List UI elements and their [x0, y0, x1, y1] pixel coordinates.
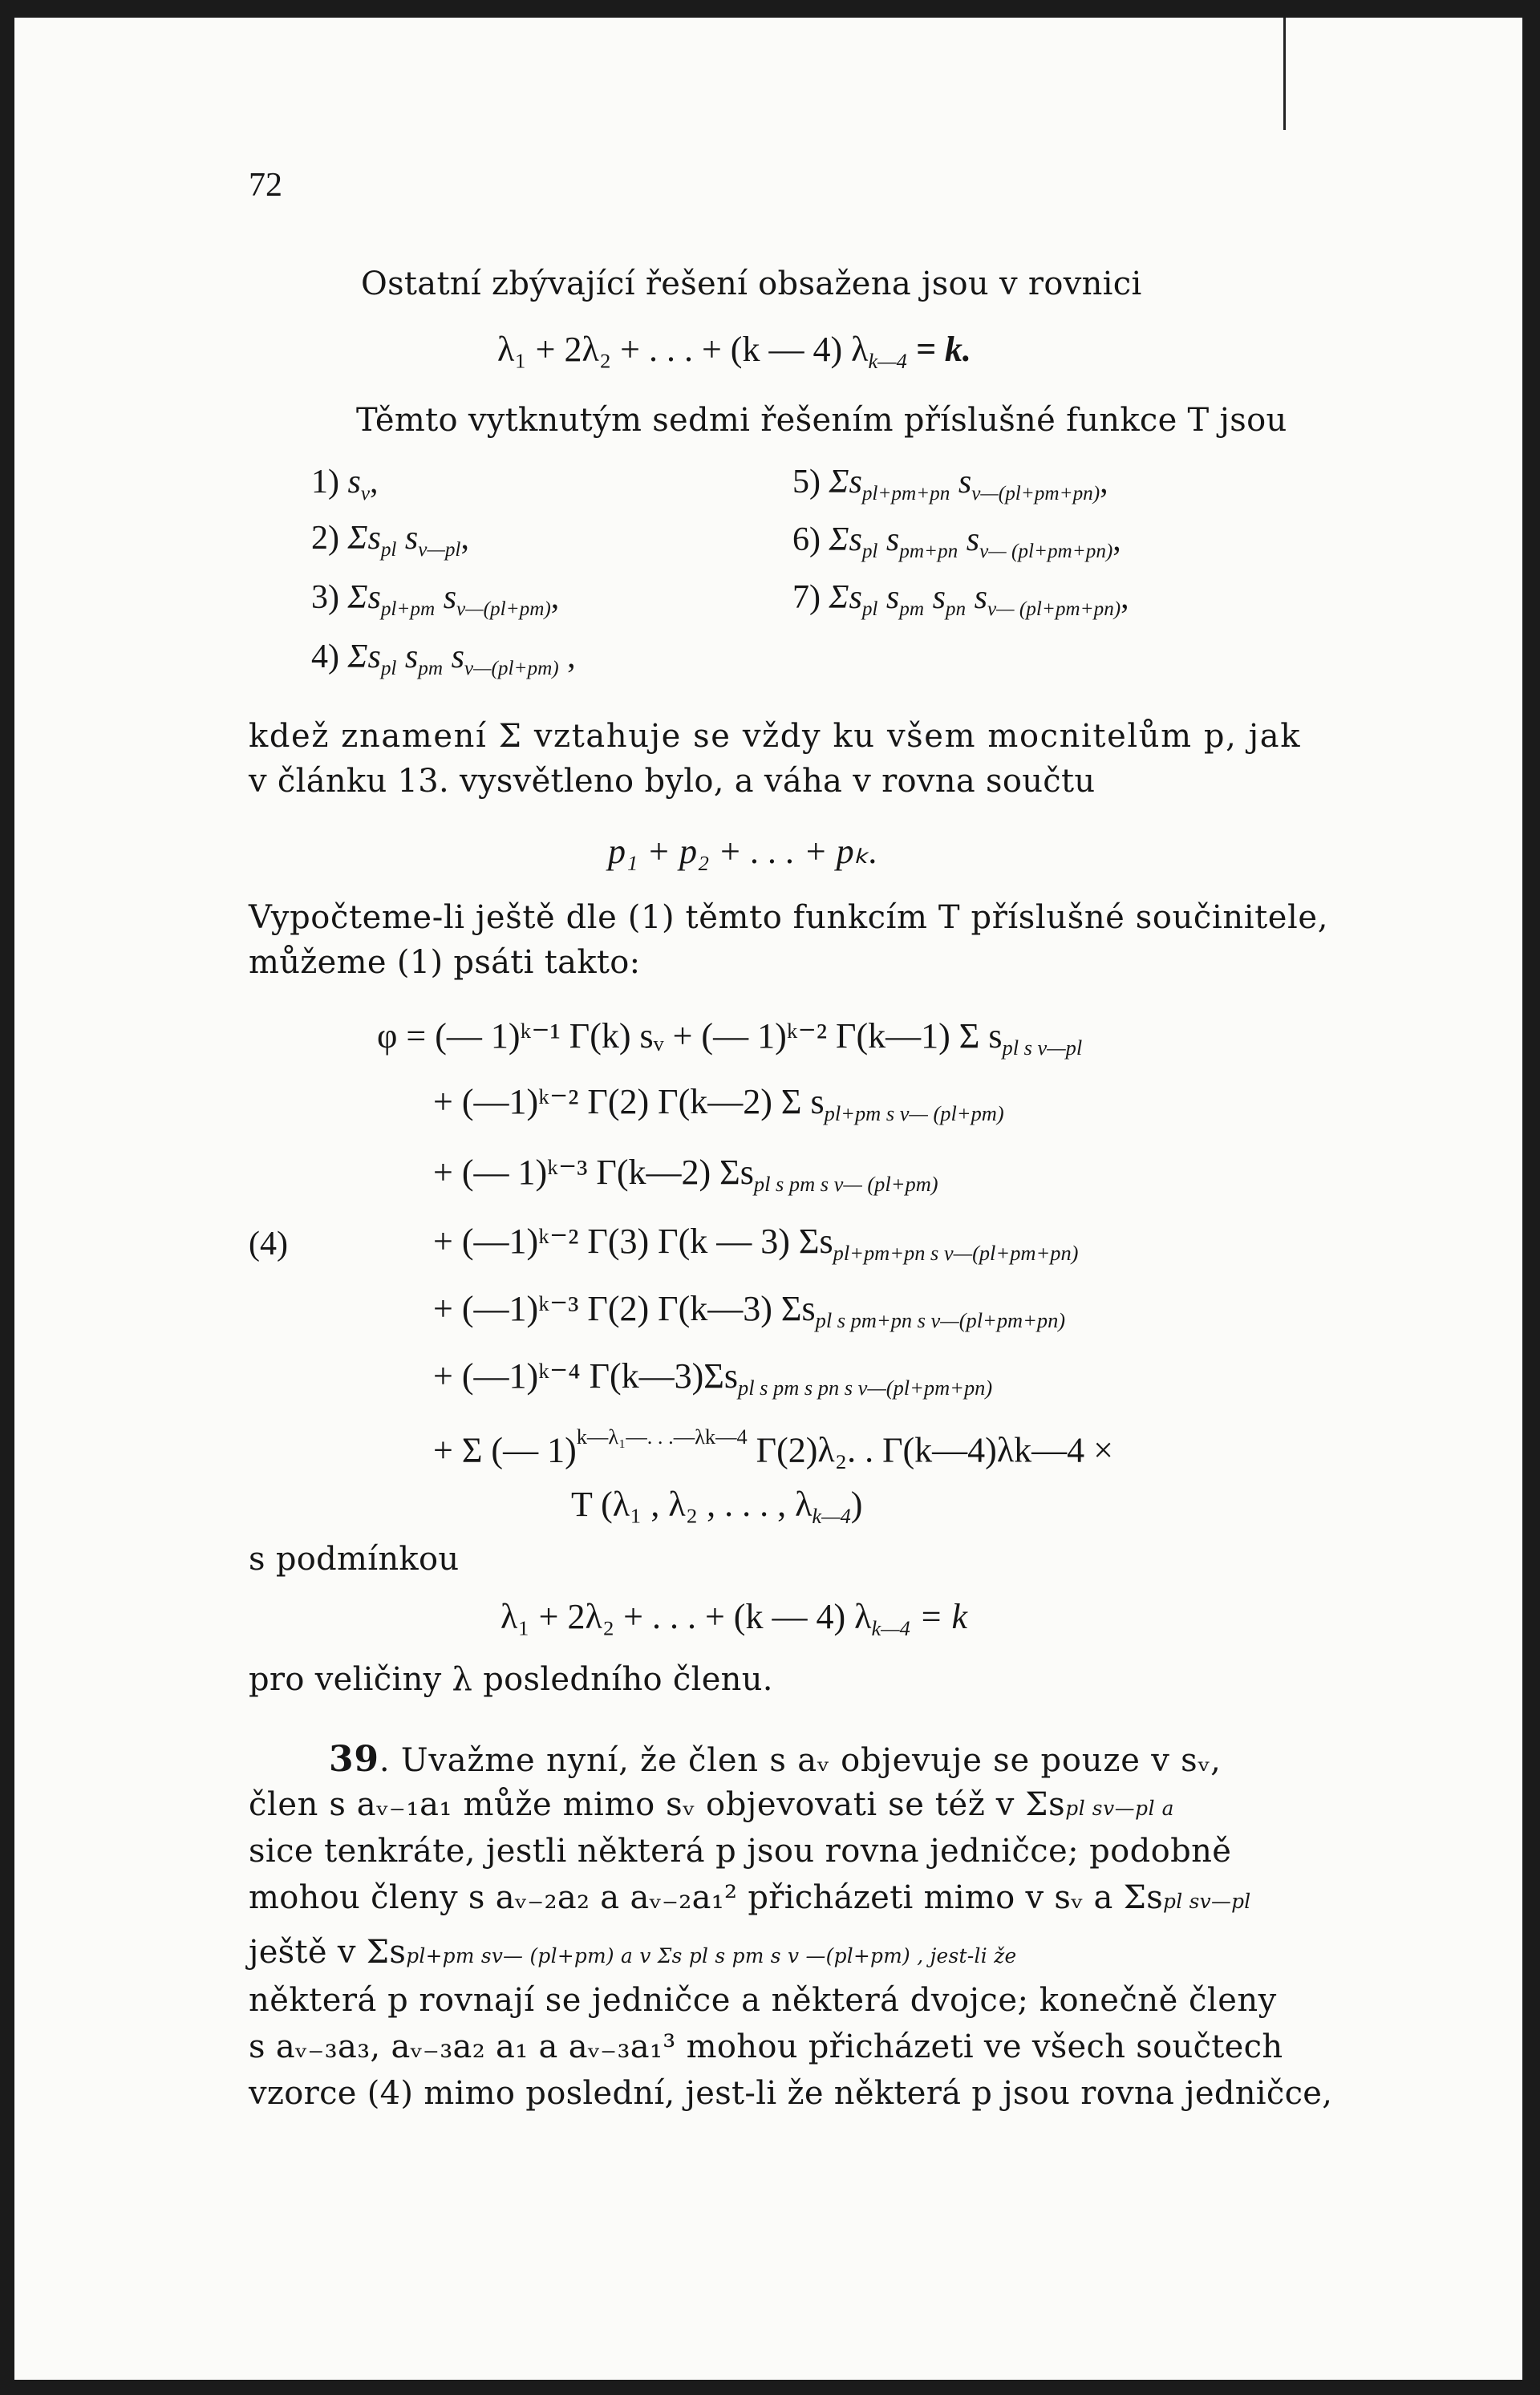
function-1: [311, 465, 379, 504]
kdez-line-2: v článku 13. vysvětleno bylo, a váha v rovna součtu: [249, 763, 1096, 800]
function-body: Σs: [347, 638, 381, 675]
equation-2-lhs: λ₁ + 2λ₂ + . . . + (k — 4) λ: [500, 1597, 872, 1636]
p39-line-5-text: ještě v Σs: [249, 1934, 407, 1971]
formula-line-3: [433, 1155, 938, 1195]
equation-2-sub: k—4: [871, 1616, 910, 1641]
equation-1: [497, 332, 971, 372]
function-sub: pn: [945, 598, 967, 620]
p39-line-7: s aᵥ₋₃a₃, aᵥ₋₃a₂ a₁ a aᵥ₋₃a₁³ mohou přicházeti ve všech součtech: [249, 2028, 1283, 2065]
function-tail: s: [924, 579, 946, 616]
equation-1-sub: k—4: [868, 349, 907, 374]
function-label: 4): [311, 638, 339, 675]
function-sub: pl: [861, 598, 878, 620]
function-tail: s: [966, 579, 987, 616]
formula-line-6-text: + (—1)ᵏ⁻⁴ Γ(k—3)Σs: [433, 1356, 739, 1396]
function-label: 1): [311, 464, 339, 500]
sum-equation: p₁ + p₂ + . . . + pₖ.: [608, 832, 878, 871]
function-tail: ,: [550, 579, 560, 616]
p39-line-4-sub: pl sv—pl: [1163, 1890, 1251, 1913]
function-7: [792, 581, 1129, 619]
function-sub: pm: [899, 598, 925, 620]
function-sub: pl: [380, 657, 397, 679]
p39-line-3: sice tenkráte, jestli některá p jsou rovna jedničce; podobně: [249, 1833, 1232, 1870]
formula-line-2-text: + (—1)ᵏ⁻² Γ(2) Γ(k—2) Σ s: [433, 1082, 825, 1121]
function-sub: v—(pl+pm+pn): [971, 482, 1100, 505]
function-sub: pl: [861, 540, 878, 562]
formula-line-7: [433, 1426, 1113, 1468]
p39-line-1-text: Uvažme nyní, že člen s aᵥ objevuje se pouze v sᵥ,: [400, 1742, 1222, 1779]
function-2: [311, 521, 469, 560]
function-label: 3): [311, 579, 339, 616]
function-sub: pl+pm: [380, 598, 436, 620]
function-sub: v—(pl+pm): [456, 598, 551, 620]
function-sub: v: [360, 482, 371, 505]
p39-line-1: 39. Uvažme nyní, že člen s aᵥ objevuje se pouze v sᵥ,: [329, 1739, 1222, 1780]
formula-line-4-sub: pl+pm+pn s v—(pl+pm+pn): [833, 1241, 1079, 1266]
function-label: 5): [792, 464, 821, 500]
vypocteme-line-2: můžeme (1) psáti takto:: [249, 944, 641, 981]
equation-1-rhs: = k.: [915, 330, 971, 369]
function-sub: v— (pl+pm+pn): [987, 598, 1121, 620]
formula-line-7-tail: Γ(2)λ₂. . Γ(k—4)λk—4 ×: [747, 1430, 1113, 1470]
formula-line-6: [433, 1356, 993, 1400]
p39-line-2: [249, 1786, 1174, 1823]
function-tail: ,: [1112, 521, 1121, 558]
p39-line-2-sub: pl sv—pl a: [1065, 1797, 1174, 1820]
formula-line-1-text: φ = (— 1)ᵏ⁻¹ Γ(k) sᵥ + (— 1)ᵏ⁻² Γ(k—1) Σ s: [377, 1016, 1003, 1056]
function-body: Σs: [829, 464, 862, 500]
function-body: Σs: [347, 520, 381, 557]
function-label: 7): [792, 579, 821, 616]
function-tail: s: [950, 464, 972, 500]
equation-2-rhs: = k: [910, 1597, 968, 1636]
p39-line-5: [249, 1934, 1017, 1971]
function-tail: ,: [1100, 464, 1108, 500]
function-sub: v—(pl+pm): [464, 657, 559, 679]
formula-line-5: [433, 1291, 1065, 1331]
function-3: [311, 581, 559, 619]
margin-rule: [1283, 18, 1286, 130]
function-tail: s: [877, 521, 900, 558]
function-body: s: [347, 464, 361, 500]
function-sub: pm: [418, 657, 444, 679]
function-label: 2): [311, 520, 339, 557]
intro-text: Ostatní zbývající řešení obsažena jsou v rovnici: [361, 265, 1142, 302]
function-4: [311, 640, 576, 679]
function-tail: s: [877, 579, 900, 616]
function-5: [792, 465, 1108, 504]
formula-line-6-sub: pl s pm s pn s v—(pl+pm+pn): [738, 1376, 993, 1400]
function-sub: pl: [380, 538, 397, 561]
formula-line-3-text: + (— 1)ᵏ⁻³ Γ(k—2) Σs: [433, 1153, 754, 1192]
formula-line-5-text: + (—1)ᵏ⁻³ Γ(2) Γ(k—3) Σs: [433, 1289, 816, 1328]
section-number: 39: [329, 1739, 379, 1780]
vypocteme-line-1: Vypočteme-li ještě dle (1) těmto funkcím T příslušné součinitele,: [249, 899, 1329, 936]
function-sub: pl+pm+pn: [861, 482, 950, 505]
equation-1-lhs: λ₁ + 2λ₂ + . . . + (k — 4) λ: [497, 330, 869, 369]
s-podminkou: s podmínkou: [249, 1541, 460, 1578]
function-tail: s: [443, 638, 464, 675]
p39-line-2-text: člen s aᵥ₋₁a₁ může mimo sᵥ objevovati se též v Σs: [249, 1786, 1066, 1823]
function-tail: ,: [460, 520, 469, 557]
function-tail: s: [435, 579, 457, 616]
formula-line-8-text: T (λ₁ , λ₂ , . . . , λ: [571, 1485, 813, 1524]
page: [14, 18, 1522, 2380]
p39-line-6: některá p rovnají se jedničce a některá dvojce; konečně členy: [249, 1982, 1277, 2019]
p39-line-5-sub: pl+pm sv— (pl+pm) a v Σs pl s pm s v —(pl+pm) , jest-li že: [406, 1944, 1017, 1967]
formula-line-2: [433, 1084, 1004, 1125]
function-body: Σs: [829, 521, 862, 558]
formula-line-4: [433, 1224, 1078, 1264]
formula-line-8-tail: ): [850, 1485, 863, 1524]
function-tail: ,: [558, 638, 576, 675]
formula-line-8-sub: k—4: [812, 1504, 851, 1529]
p39-line-4-text: mohou členy s aᵥ₋₂a₂ a aᵥ₋₂a₁² přicházeti mimo v sᵥ a Σs: [249, 1879, 1164, 1916]
formula-line-2-sub: pl+pm s v— (pl+pm): [824, 1101, 1004, 1126]
formula-line-4-text: + (—1)ᵏ⁻² Γ(3) Γ(k — 3) Σs: [433, 1222, 833, 1261]
formula-line-7-sup: k—λ₁—. . .—λk—4: [576, 1424, 748, 1449]
function-sub: v— (pl+pm+pn): [979, 540, 1113, 562]
functions-intro: Těmto vytknutým sedmi řešením příslušné funkce T jsou: [356, 402, 1287, 439]
function-tail: s: [396, 638, 419, 675]
formula-line-8: [571, 1487, 862, 1527]
formula-line-1-sub: pl s v—pl: [1002, 1035, 1083, 1060]
function-sub: pm+pn: [899, 540, 958, 562]
function-body: Σs: [347, 579, 381, 616]
function-tail: s: [958, 521, 980, 558]
formula-line-3-sub: pl s pm s v— (pl+pm): [753, 1172, 938, 1197]
p39-line-4: [249, 1879, 1251, 1916]
kdez-line-1: kdež znamení Σ vztahuje se vždy ku všem mocnitelům p, jak: [249, 718, 1302, 755]
p39-line-8: vzorce (4) mimo poslední, jest-li že některá p jsou rovna jedničce,: [249, 2075, 1333, 2112]
function-tail: ,: [1121, 579, 1129, 616]
function-body: Σs: [829, 579, 862, 616]
formula-label: (4): [249, 1226, 288, 1262]
function-tail: ,: [370, 464, 379, 500]
formula-line-5-sub: pl s pm+pn s v—(pl+pm+pn): [815, 1308, 1066, 1333]
equation-2: [500, 1599, 967, 1639]
page-number: 72: [249, 167, 282, 204]
formula-line-7-text: + Σ (— 1): [433, 1430, 577, 1470]
function-6: [792, 523, 1121, 561]
function-sub: v—pl: [418, 538, 461, 561]
function-tail: s: [396, 520, 419, 557]
function-label: 6): [792, 521, 821, 558]
formula-line-1: [377, 1016, 1083, 1060]
pro-veliciny: pro veličiny λ posledního členu.: [249, 1661, 773, 1698]
